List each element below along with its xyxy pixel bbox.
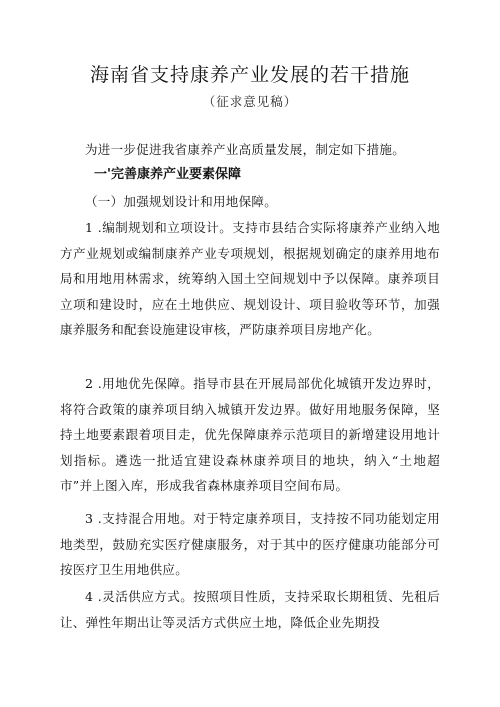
intro-paragraph: 为进一步促进我省康养产业高质量发展，制定如下措施。 [85, 142, 406, 157]
subsection-heading: （一）加强规划设计和用地保障。 [85, 194, 278, 209]
document-subtitle: （征求意见稿） [202, 94, 298, 109]
article-2-paragraph: 2 .用地优先保障。指导市县在开展局部优化城镇开发边界时，将符合政策的康养项目纳入城镇开发边界。做好用地服务保障，坚持土地要素跟着项目走，优先保障康养示范项目的新增建设用地计划指标。遴选一批适宜建设森林康养项目的地块，纳入“土地超市”并上图入库，形成我省森林康养项目空间布局。 [60, 376, 440, 493]
document-title: 海南省支持康养产业发展的若干措施 [89, 64, 410, 86]
section-heading: 一'完善康养产业要素保障 [94, 167, 241, 182]
article-1-paragraph: 1 .编制规划和立项设计。支持市县结合实际将康养产业纳入地方产业规划或编制康养产业专项规划，根据规划确定的康养用地布局和用地用林需求，统筹纳入国土空间规划中予以保障。康养项目立项和建设时，应在土地供应、规划设计、项目验收等环节，加强康养服务和配套设施建设审核，严防康养项目房地产化。 [60, 220, 440, 337]
article-4-paragraph: 4 .灵活供应方式。按照项目性质，支持采取长期租赁、先租后让、弹性年期出让等灵活方式供应土地，降低企业先期投 [60, 589, 440, 630]
article-3-paragraph: 3 .支持混合用地。对于特定康养项目，支持按不同功能划定用地类型，鼓励充实医疗健康服务，对于其中的医疗健康功能部分可按医疗卫生用地供应。 [60, 511, 440, 577]
